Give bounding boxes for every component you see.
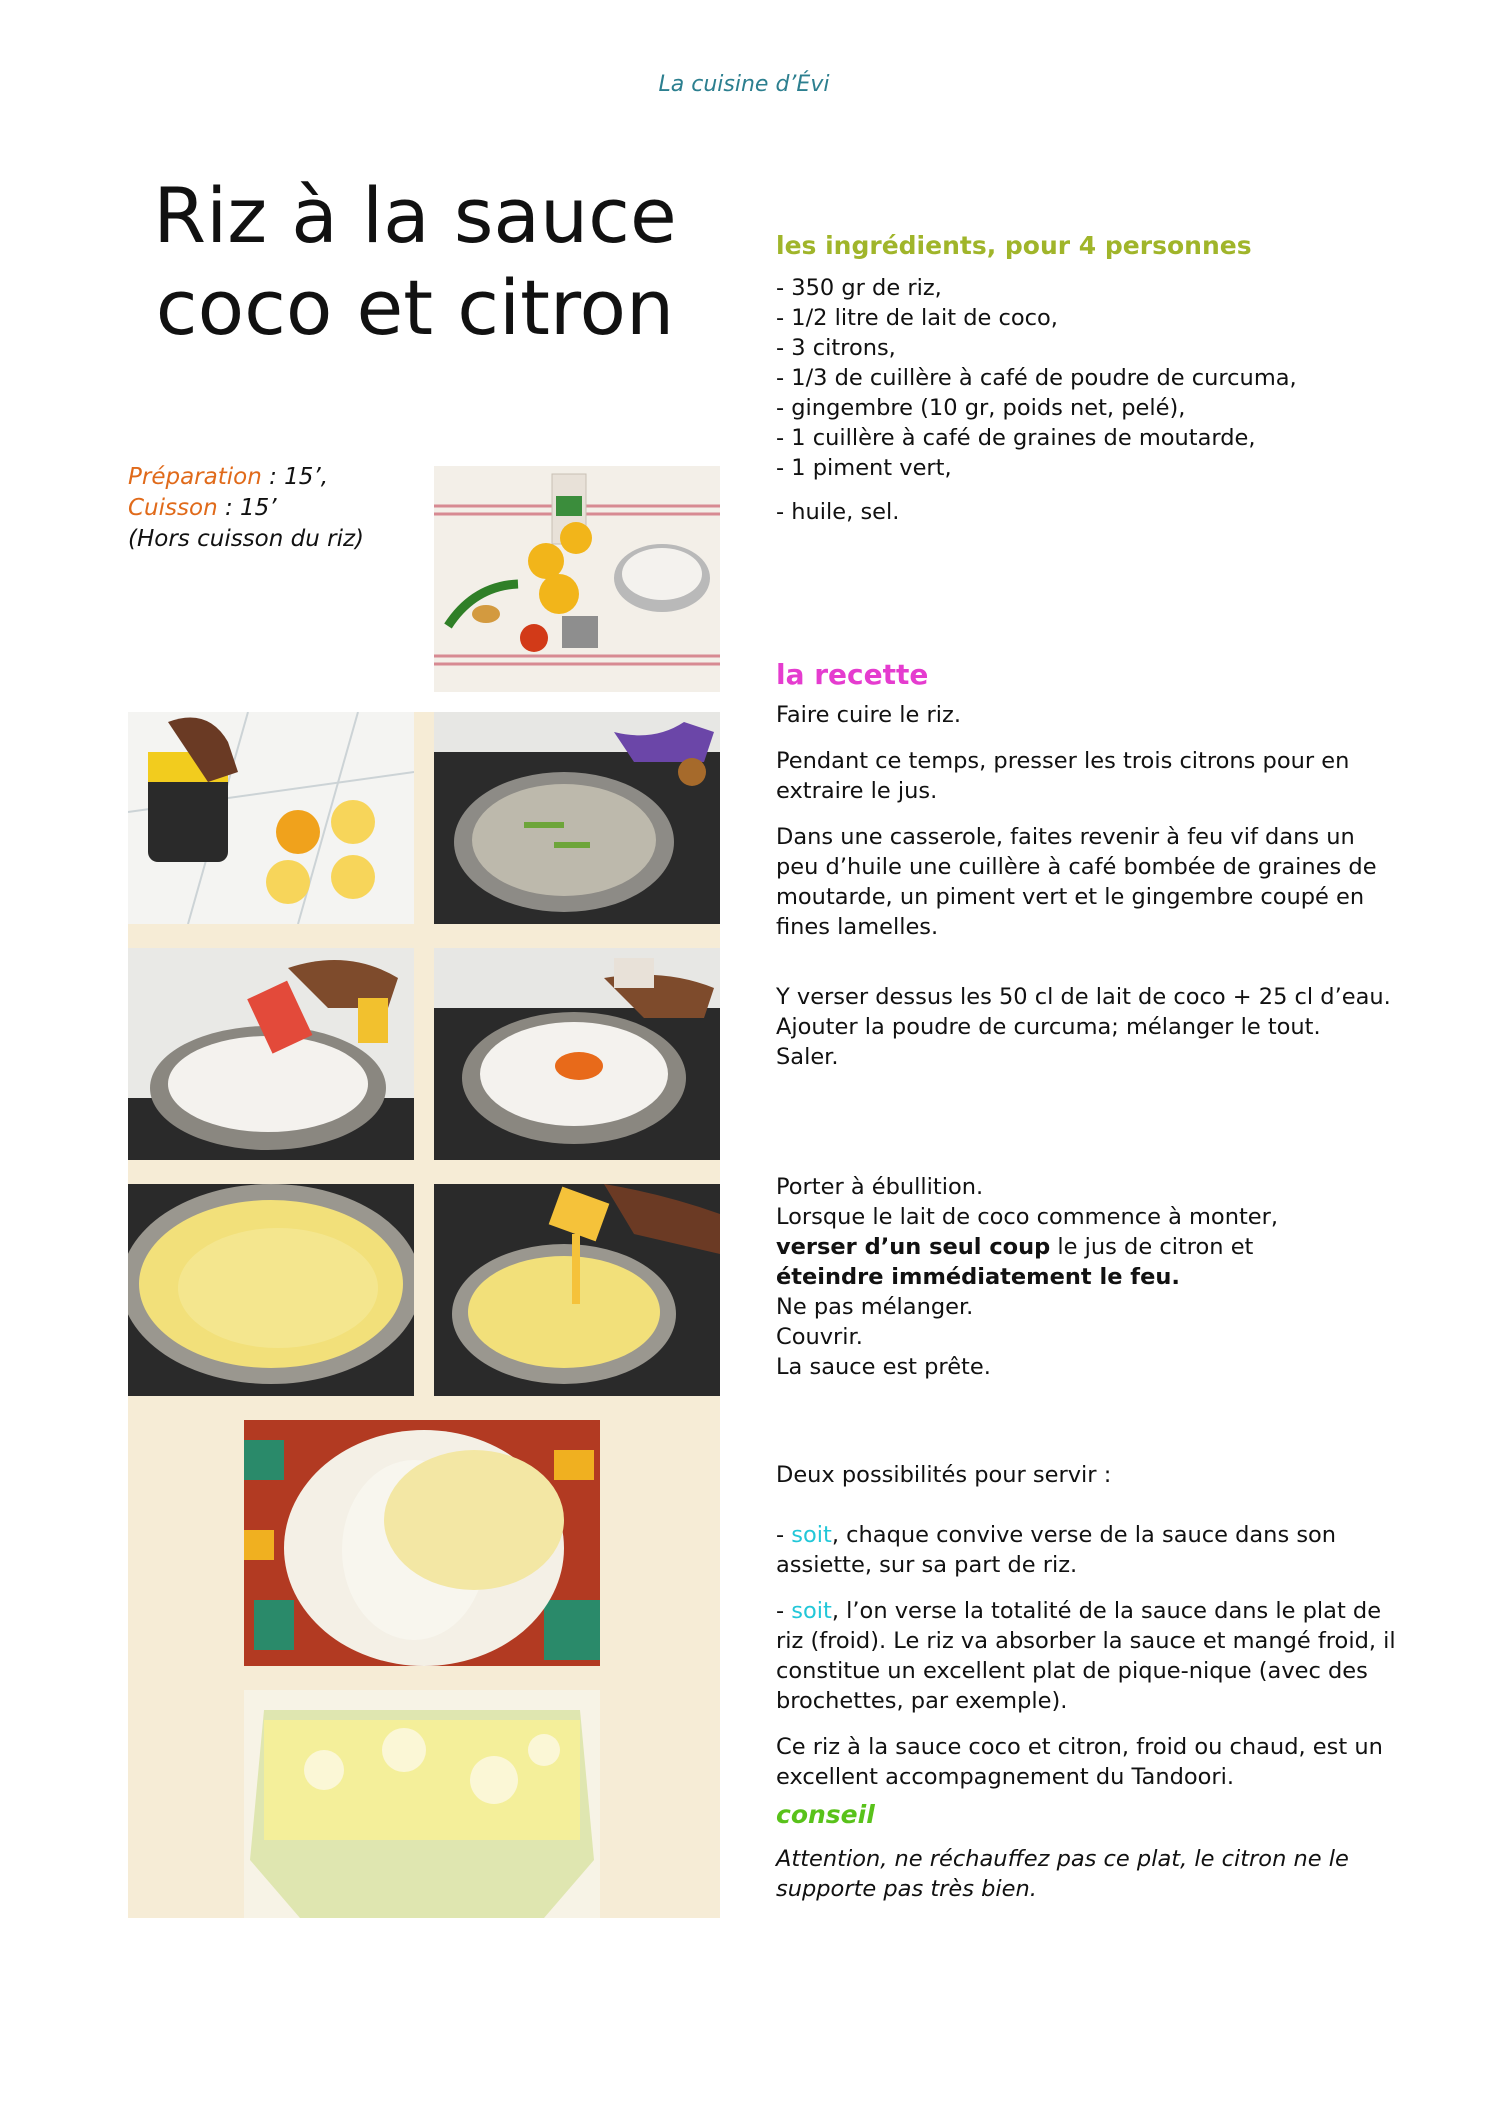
recipe-line: Ne pas mélanger.	[776, 1294, 974, 1320]
recipe-line: Ajouter la poudre de curcuma; mélanger le tout.	[776, 1014, 1321, 1040]
ingredients-heading: les ingrédients, pour 4 personnes	[776, 231, 1252, 260]
recipe-line: La sauce est prête.	[776, 1354, 991, 1380]
ingredient-item: - huile, sel.	[776, 499, 900, 525]
recipe-line: Couvrir.	[776, 1324, 863, 1350]
ingredient-item: - 3 citrons,	[776, 335, 896, 361]
ingredient-item: - 1 cuillère à café de graines de moutarde,	[776, 425, 1256, 451]
recipe-step-2: Pendant ce temps, presser les trois citrons pour en extraire le jus.	[776, 748, 1350, 804]
dash: -	[776, 1522, 792, 1548]
recipe-line	[776, 1262, 1396, 1292]
step-photo-frying-pan	[434, 712, 720, 924]
plated-rice-photo	[244, 1420, 600, 1666]
step-photo-lemon-juice	[434, 1184, 720, 1396]
ingredients-photo	[434, 466, 720, 692]
title-line-1: Riz à la sauce	[153, 171, 677, 260]
recipe-step-1: Faire cuire le riz.	[776, 702, 962, 728]
recipe-line	[776, 1232, 1396, 1262]
recipe-step-5	[776, 1172, 1396, 1382]
serving-option-2	[776, 1596, 1396, 1716]
serving-option-1	[776, 1520, 1396, 1580]
recipe-line: Porter à ébullition.	[776, 1174, 984, 1200]
step-photo-boiling	[128, 1184, 414, 1396]
prep-value: : 15’,	[261, 464, 329, 490]
timing-block	[128, 462, 364, 555]
step-photo-coconut-milk	[128, 948, 414, 1160]
recipe-text: , chaque convive verse de la sauce dans son assiette, sur sa part de riz.	[776, 1522, 1337, 1578]
dash: -	[776, 1598, 792, 1624]
ingredient-item: - 1/2 litre de lait de coco,	[776, 305, 1058, 331]
recipe-line: Saler.	[776, 1044, 839, 1070]
step-photo-lemon-press	[128, 712, 414, 924]
serving-intro: Deux possibilités pour servir :	[776, 1462, 1112, 1488]
recipe-title	[130, 170, 700, 354]
recipe-line: Y verser dessus les 50 cl de lait de coco + 25 cl d’eau.	[776, 984, 1391, 1010]
recipe-closing: Ce riz à la sauce coco et citron, froid ou chaud, est un excellent accompagnement du Tandoori.	[776, 1734, 1383, 1790]
recipe-text: , l’on verse la totalité de la sauce dans le plat de riz (froid). Le riz va absorber la sauce et mangé froid, il constitue un excellent plat de pique-nique (avec des brochettes, par exemple).	[776, 1598, 1396, 1714]
ingredient-item: - 350 gr de riz,	[776, 275, 942, 301]
recipe-heading: la recette	[776, 658, 929, 691]
ingredients-section	[776, 231, 1396, 527]
step-photo-curcuma	[434, 948, 720, 1160]
advice-text: Attention, ne réchauffez pas ce plat, le citron ne le supporte pas très bien.	[776, 1846, 1349, 1902]
rice-dish-photo	[244, 1690, 600, 1918]
cook-label: Cuisson	[128, 495, 218, 521]
cook-value: : 15’	[217, 495, 277, 521]
bold-text: verser d’un seul coup	[776, 1234, 1051, 1260]
recipe-section	[776, 660, 1396, 1904]
ingredient-item: - 1 piment vert,	[776, 455, 952, 481]
recipe-line: Lorsque le lait de coco commence à monter,	[776, 1204, 1279, 1230]
timing-note: (Hors cuisson du riz)	[128, 526, 365, 552]
soit-label: soit	[791, 1522, 832, 1548]
bold-text: éteindre immédiatement le feu.	[776, 1264, 1180, 1290]
title-line-2: coco et citron	[155, 263, 675, 352]
recipe-step-3: Dans une casserole, faites revenir à feu vif dans un peu d’huile une cuillère à café bombée de graines de moutarde, un piment vert et le gingembre coupé en fines lamelles.	[776, 824, 1377, 940]
ingredient-item: - 1/3 de cuillère à café de poudre de curcuma,	[776, 365, 1297, 391]
soit-label: soit	[791, 1598, 832, 1624]
ingredient-item: - gingembre (10 gr, poids net, pelé),	[776, 395, 1186, 421]
prep-label: Préparation	[128, 464, 262, 490]
recipe-text: le jus de citron et	[1050, 1234, 1254, 1260]
page-header: La cuisine d’Évi	[658, 72, 830, 97]
recipe-step-4	[776, 982, 1396, 1072]
advice-heading: conseil	[776, 1800, 875, 1829]
